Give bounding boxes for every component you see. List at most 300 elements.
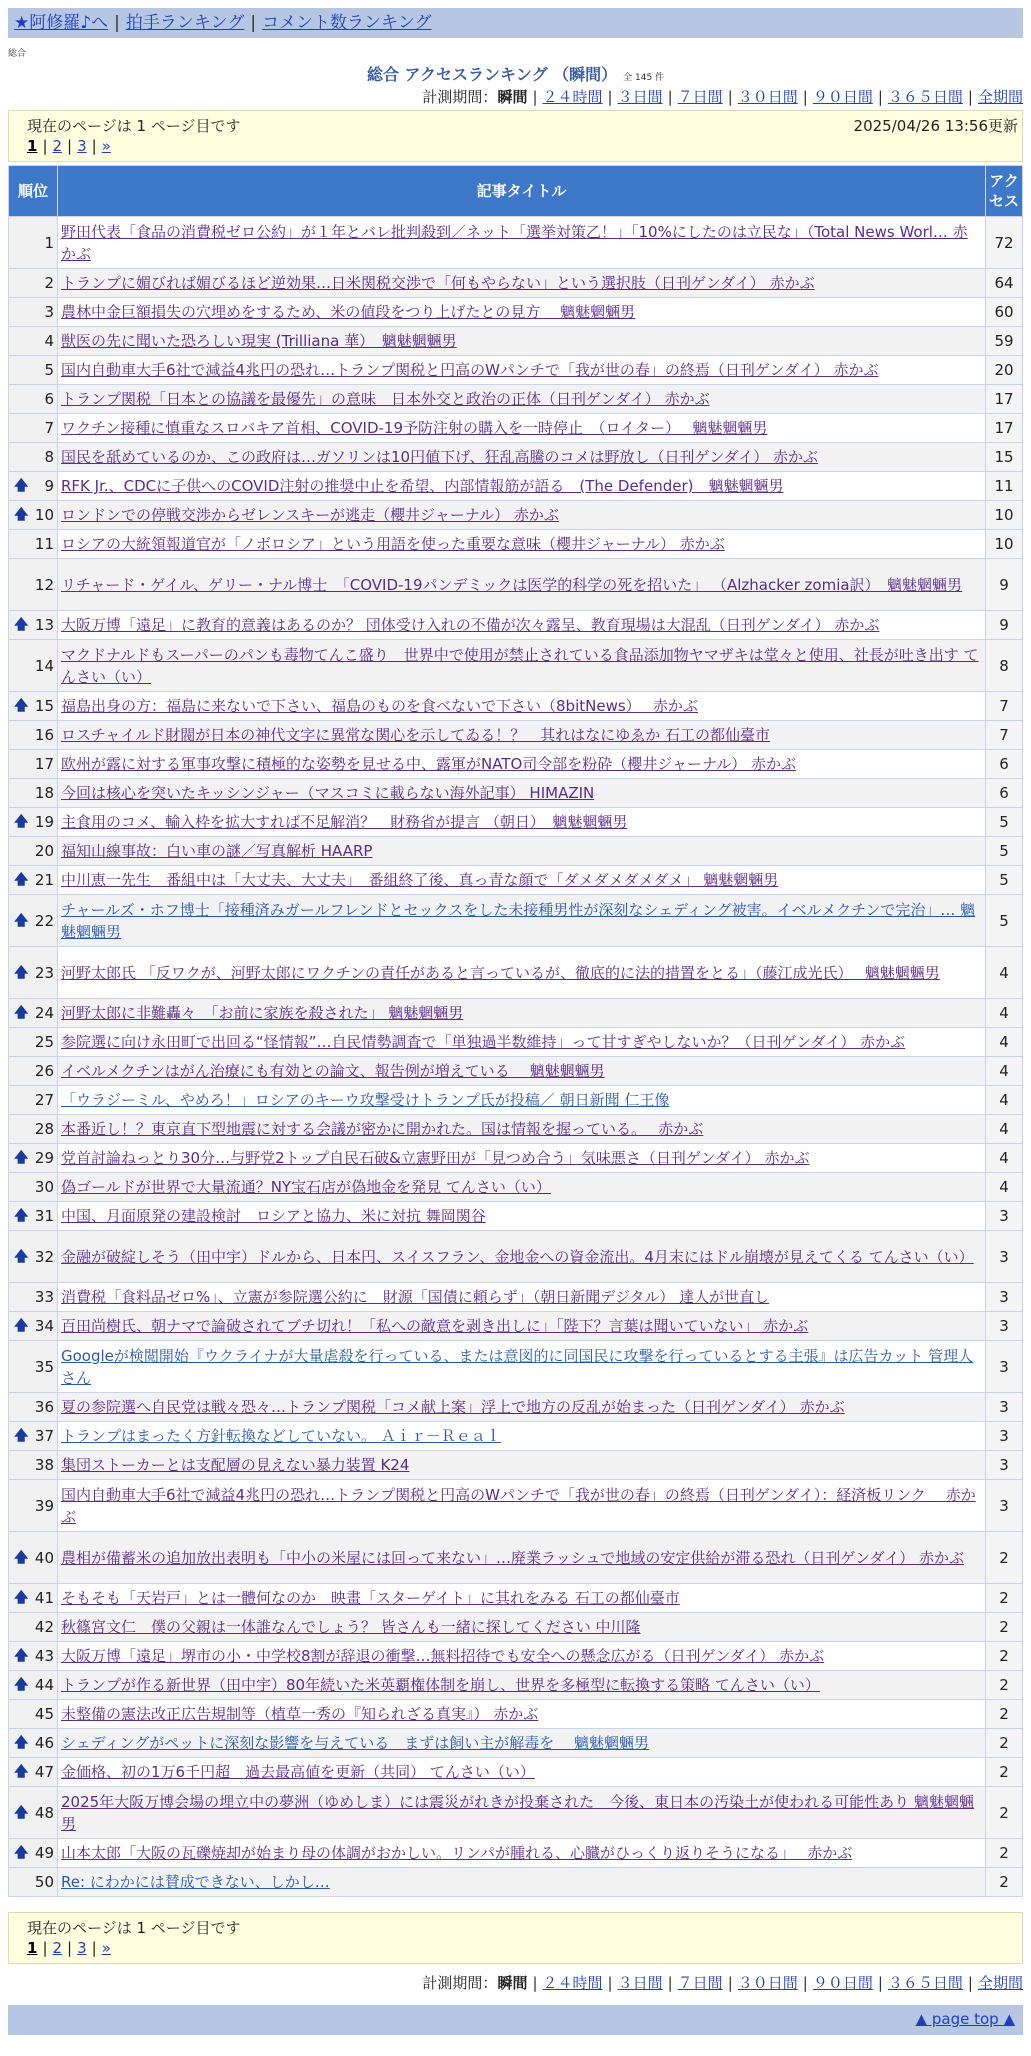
article-link[interactable]: 本番近し！？東京直下型地震に対する会議が密かに開かれた。国は情報を握っている。 赤かぶ xyxy=(61,1120,704,1138)
rank-number: 34 xyxy=(34,1317,54,1335)
title-cell xyxy=(58,999,986,1028)
rank-number: 5 xyxy=(44,361,54,379)
table-row xyxy=(9,472,1023,501)
pagination-separator: | xyxy=(67,137,73,155)
table-row xyxy=(9,443,1023,472)
pagination-link-3[interactable]: » xyxy=(101,1939,111,1957)
pagination-separator: | xyxy=(67,1939,73,1957)
table-row xyxy=(9,999,1023,1028)
period-current: 瞬間 xyxy=(497,88,528,106)
access-count: 17 xyxy=(986,414,1023,443)
access-count: 6 xyxy=(986,750,1023,779)
period-separator: | xyxy=(967,1974,973,1992)
table-row xyxy=(9,1057,1023,1086)
article-link[interactable]: リチャード・ゲイル、ゲリー・ナル博士 「COVID-19パンデミックは医学的科学の死を招いた」 （Alzhacker zomia訳） 魑魅魍魎男 xyxy=(61,575,963,594)
pagination-link-1[interactable]: 2 xyxy=(52,137,63,155)
article-link[interactable]: 福島出身の方：福島に来ないで下さい、福島のものを食べないで下さい（8bitNews） 赤かぶ xyxy=(61,697,698,715)
table-row xyxy=(9,808,1023,837)
access-count: 9 xyxy=(986,559,1023,611)
table-row xyxy=(9,501,1023,530)
access-count: 5 xyxy=(986,808,1023,837)
table-row xyxy=(9,1341,1023,1393)
rank-cell xyxy=(9,1532,58,1584)
title-cell xyxy=(58,947,986,999)
table-row xyxy=(9,750,1023,779)
pagination-link-2[interactable]: 3 xyxy=(77,137,87,155)
article-link[interactable]: トランプが作る新世界（田中宇）80年続いた米英覇権体制を崩し、世界を多極型に転換する策略 てんさい（い） xyxy=(61,1676,820,1694)
access-count: 2 xyxy=(986,1532,1023,1584)
rank-cell xyxy=(9,1729,58,1758)
access-count: 3 xyxy=(986,1451,1023,1480)
rank-number: 24 xyxy=(34,1004,54,1022)
title-cell xyxy=(58,1480,986,1532)
rank-cell xyxy=(9,530,58,559)
article-link[interactable]: 「ウラジーミル、やめろ！」ロシアのキーウ攻撃受けトランプ氏が投稿／ 朝日新聞 仁王像 xyxy=(61,1091,670,1109)
period-link-2[interactable]: ７日間 xyxy=(677,88,723,106)
article-link[interactable]: 農相が備蓄米の追加放出表明も「中小の米屋には回って来ない」…廃業ラッシュで地域の安定供給が滞る恐れ（日刊ゲンダイ） 赤かぶ xyxy=(61,1548,964,1567)
article-link[interactable]: 参院選に向け永田町で出回る“怪情報”…自民情勢調査で「単独過半数維持」って甘すぎやしないか？（日刊ゲンダイ） 赤かぶ xyxy=(61,1033,906,1051)
up-arrow-icon: 🡅 xyxy=(14,1764,29,1780)
access-count: 3 xyxy=(986,1393,1023,1422)
access-count: 2 xyxy=(986,1613,1023,1642)
title-cell xyxy=(58,356,986,385)
title-cell xyxy=(58,217,986,269)
article-link[interactable]: ロスチャイルド財閥が日本の神代文字に異常な関心を示してゐる！？ 其れはなにゆゑか 石工の都仙臺市 xyxy=(61,726,771,744)
pagination-top xyxy=(27,137,111,155)
article-link[interactable]: チャールズ・ホフ博士「接種済みガールフレンドとセックスをした未接種男性が深刻なシェディング被害。イベルメクチンで完治」… 魑魅魍魎男 xyxy=(61,900,976,941)
rank-cell xyxy=(9,1422,58,1451)
table-row xyxy=(9,269,1023,298)
table-row xyxy=(9,1532,1023,1584)
rank-cell xyxy=(9,947,58,999)
access-count: 2 xyxy=(986,1642,1023,1671)
rank-cell xyxy=(9,1839,58,1868)
rank-number: 6 xyxy=(44,390,54,408)
table-row xyxy=(9,1202,1023,1231)
rank-number: 2 xyxy=(44,274,54,292)
title-cell xyxy=(58,385,986,414)
table-row xyxy=(9,1231,1023,1283)
title-cell xyxy=(58,640,986,692)
up-arrow-icon: 🡅 xyxy=(14,1677,29,1693)
article-link[interactable]: トランプ関税「日本との協議を最優先」の意味 日本外交と政治の正体（日刊ゲンダイ） 赤かぶ xyxy=(61,390,710,408)
rank-cell xyxy=(9,1868,58,1897)
up-arrow-icon: 🡅 xyxy=(14,1248,29,1265)
up-arrow-icon: 🡅 xyxy=(14,1318,29,1334)
article-link[interactable]: 百田尚樹氏、朝ナマで論破されてブチ切れ！「私への敵意を剥き出しに」「陛下？言葉は聞いていない」 赤かぶ xyxy=(61,1317,809,1335)
access-count: 72 xyxy=(986,217,1023,269)
title-cell xyxy=(58,1283,986,1312)
rank-number: 32 xyxy=(34,1247,54,1266)
period-link-6[interactable]: 全期間 xyxy=(977,1974,1023,1992)
title-cell xyxy=(58,1642,986,1671)
rank-number: 50 xyxy=(34,1873,54,1891)
access-count: 2 xyxy=(986,1868,1023,1897)
up-arrow-icon: 🡅 xyxy=(14,1549,29,1566)
period-current: 瞬間 xyxy=(497,1974,528,1992)
period-link-6[interactable]: 全期間 xyxy=(977,88,1023,106)
rank-number: 35 xyxy=(34,1357,54,1376)
title-cell xyxy=(58,895,986,947)
rank-number: 9 xyxy=(44,477,54,495)
article-link[interactable]: トランプに媚びれば媚びるほど逆効果…日米関税交渉で「何もやらない」という選択肢（日刊ゲンダイ） 赤かぶ xyxy=(61,274,815,292)
period-link-3[interactable]: ３０日間 xyxy=(737,88,798,106)
title-cell xyxy=(58,837,986,866)
period-link-2[interactable]: ７日間 xyxy=(677,1974,723,1992)
up-arrow-icon: 🡅 xyxy=(14,478,29,494)
rank-cell xyxy=(9,217,58,269)
article-link[interactable]: 2025年大阪万博会場の埋立中の夢洲（ゆめしま）には震災がれきが投棄された 今後、東日本の汚染土が使われる可能性あり 魑魅魍魎男 xyxy=(61,1792,974,1833)
rank-number: 17 xyxy=(34,755,54,773)
title-cell xyxy=(58,1671,986,1700)
rank-number: 30 xyxy=(34,1178,54,1196)
current-page-text-bottom: 現在のページは 1 ページ目です xyxy=(27,1919,241,1937)
article-link[interactable]: Re: にわかには賛成できない、しかし… xyxy=(61,1873,330,1891)
up-arrow-icon: 🡅 xyxy=(14,1648,29,1664)
article-link[interactable]: 夏の参院選へ自民党は戦々恐々…トランプ関税「コメ献上案」浮上で地方の反乱が始まった（日刊ゲンダイ） 赤かぶ xyxy=(61,1398,845,1416)
rank-number: 27 xyxy=(34,1091,54,1109)
up-arrow-icon: 🡅 xyxy=(14,1590,29,1606)
access-count: 10 xyxy=(986,530,1023,559)
period-separator: | xyxy=(802,88,808,106)
title-cell xyxy=(58,1115,986,1144)
table-row xyxy=(9,640,1023,692)
rank-cell xyxy=(9,385,58,414)
title-cell xyxy=(58,1839,986,1868)
up-arrow-icon: 🡅 xyxy=(14,1845,29,1861)
table-row xyxy=(9,1086,1023,1115)
article-link[interactable]: イベルメクチンはがん治療にも有効との論文、報告例が増えている 魑魅魍魎男 xyxy=(61,1062,605,1080)
access-count: 4 xyxy=(986,1115,1023,1144)
article-link[interactable]: ワクチン接種に慎重なスロバキア首相、COVID-19予防注射の購入を一時停止 （ロイター） 魑魅魍魎男 xyxy=(61,419,768,437)
rank-cell xyxy=(9,1613,58,1642)
title-cell xyxy=(58,1173,986,1202)
rank-number: 37 xyxy=(34,1427,54,1445)
table-row xyxy=(9,1700,1023,1729)
table-row xyxy=(9,1283,1023,1312)
page-notice-bottom xyxy=(8,1912,1023,1964)
table-row xyxy=(9,298,1023,327)
rank-number: 45 xyxy=(34,1705,54,1723)
title-cell xyxy=(58,1028,986,1057)
up-arrow-icon: 🡅 xyxy=(14,1804,29,1821)
page-title-text: 総合 アクセスランキング （瞬間） xyxy=(366,65,618,84)
article-link[interactable]: 消費税「食料品ゼロ%」、立憲が参院選公約に 財源「国債に頼らず」（朝日新聞デジタル） 達人が世直し xyxy=(61,1288,770,1306)
up-arrow-icon: 🡅 xyxy=(14,1150,29,1166)
article-link[interactable]: 金価格、初の1万6千円超 過去最高値を更新（共同） てんさい（い） xyxy=(61,1763,535,1781)
page-title xyxy=(0,62,1031,85)
access-count: 2 xyxy=(986,1758,1023,1787)
title-cell xyxy=(58,1758,986,1787)
rank-number: 46 xyxy=(34,1734,54,1752)
article-link[interactable]: 野田代表「食品の消費税ゼロ公約」が１年とバレ批判殺到／ネット「選挙対策乙！」「10%にしたのは立民な」（Total News Worl… 赤かぶ xyxy=(61,222,968,263)
table-row xyxy=(9,530,1023,559)
access-count: 9 xyxy=(986,611,1023,640)
rank-cell xyxy=(9,640,58,692)
rank-cell xyxy=(9,298,58,327)
article-link[interactable]: 欧州が露に対する軍事攻撃に積極的な姿勢を見せる中、露軍がNATO司令部を粉砕（櫻井ジャーナル） 赤かぶ xyxy=(61,755,797,773)
title-cell xyxy=(58,1700,986,1729)
period-link-1[interactable]: ３日間 xyxy=(617,88,663,106)
access-count: 4 xyxy=(986,999,1023,1028)
access-count: 2 xyxy=(986,1729,1023,1758)
table-row xyxy=(9,779,1023,808)
period-label: 計測期間： xyxy=(422,1974,498,1992)
article-link[interactable]: ロンドンでの停戦交渉からゼレンスキーが逃走（櫻井ジャーナル） 赤かぶ xyxy=(61,506,559,524)
article-link[interactable]: 大阪万博「遠足」に教育的意義はあるのか？ 団体受け入れの不備が次々露呈、教育現場は大混乱（日刊ゲンダイ） 赤かぶ xyxy=(61,616,880,634)
article-link[interactable]: 今回は核心を突いたキッシンジャー（マスコミに載らない海外記事） HIMAZIN xyxy=(61,784,595,802)
up-arrow-icon: 🡅 xyxy=(14,1735,29,1751)
period-link-5[interactable]: ３６５日間 xyxy=(887,88,963,106)
table-row xyxy=(9,1393,1023,1422)
table-row xyxy=(9,356,1023,385)
bottom-bar xyxy=(8,2005,1023,2035)
title-cell xyxy=(58,1787,986,1839)
table-row xyxy=(9,1729,1023,1758)
access-count: 20 xyxy=(986,356,1023,385)
article-link[interactable]: トランプはまったく方針転換などしていない。 Ａｉｒ－Ｒｅａｌ xyxy=(61,1427,501,1445)
access-count: 6 xyxy=(986,779,1023,808)
access-count: 5 xyxy=(986,895,1023,947)
page-notice-top xyxy=(8,110,1023,162)
article-link[interactable]: 国内自動車大手6社で減益4兆円の恐れ…トランプ関税と円高のWパンチで「我が世の春」の終焉（日刊ゲンダイ）：経済板リンク 赤かぶ xyxy=(61,1485,976,1526)
table-row xyxy=(9,837,1023,866)
article-link[interactable]: 国内自動車大手6社で減益4兆円の恐れ…トランプ関税と円高のWパンチで「我が世の春」の終焉（日刊ゲンダイ） 赤かぶ xyxy=(61,361,879,379)
title-cell xyxy=(58,443,986,472)
rank-number: 38 xyxy=(34,1456,54,1474)
article-link[interactable]: 河野太郎に非難轟々 「お前に家族を殺された」 魑魅魍魎男 xyxy=(61,1004,464,1022)
access-count: 3 xyxy=(986,1231,1023,1283)
period-label: 計測期間： xyxy=(422,88,498,106)
pagination-current: 1 xyxy=(27,1939,38,1957)
title-cell xyxy=(58,298,986,327)
access-count: 4 xyxy=(986,1086,1023,1115)
nav-link-comment-ranking[interactable]: コメント数ランキング xyxy=(262,13,432,33)
article-link[interactable]: 中川恵一先生 番組中は「大丈夫、大丈夫」 番組終了後、真っ青な顔で「ダメダメダメダメ」 魑魅魍魎男 xyxy=(61,871,779,889)
rank-number: 19 xyxy=(34,813,54,831)
title-cell xyxy=(58,611,986,640)
access-count: 17 xyxy=(986,385,1023,414)
rank-cell xyxy=(9,1086,58,1115)
period-link-4[interactable]: ９０日間 xyxy=(812,88,873,106)
article-link[interactable]: 獣医の先に聞いた恐ろしい現実 (Trilliana 華） 魑魅魍魎男 xyxy=(61,332,457,350)
ranking-table xyxy=(8,165,1023,1897)
period-separator: | xyxy=(607,88,613,106)
pagination-current: 1 xyxy=(27,137,38,155)
article-link[interactable]: そもそも「天岩戸」とは一體何なのか 映畫「スターゲイト」に其れをみる 石工の都仙臺市 xyxy=(61,1589,680,1607)
access-count: 2 xyxy=(986,1700,1023,1729)
rank-number: 49 xyxy=(34,1844,54,1862)
article-link[interactable]: マクドナルドもスーパーのパンも毒物てんこ盛り 世界中で使用が禁止されている食品添加物ヤマザキは堂々と使用、社長が吐き出す てんさい（い） xyxy=(61,645,979,686)
rank-number: 36 xyxy=(34,1398,54,1416)
table-row xyxy=(9,721,1023,750)
nav-separator: | xyxy=(250,13,257,33)
table-row xyxy=(9,1115,1023,1144)
access-count: 4 xyxy=(986,1144,1023,1173)
period-separator: | xyxy=(727,88,733,106)
rank-cell xyxy=(9,1231,58,1283)
pagination-separator: | xyxy=(42,1939,48,1957)
access-count: 5 xyxy=(986,837,1023,866)
nav-link-home[interactable]: ★阿修羅♪へ xyxy=(14,13,109,33)
table-row xyxy=(9,866,1023,895)
total-count: 全 145 件 xyxy=(623,73,665,83)
period-separator: | xyxy=(667,1974,673,1992)
access-count: 4 xyxy=(986,947,1023,999)
rank-cell xyxy=(9,472,58,501)
rank-number: 11 xyxy=(34,535,54,553)
table-row xyxy=(9,1642,1023,1671)
rank-number: 21 xyxy=(34,871,54,889)
rank-cell xyxy=(9,414,58,443)
period-link-0[interactable]: ２４時間 xyxy=(542,88,603,106)
article-link[interactable]: 秋篠宮文仁 僕の父親は一体誰なんでしょう？ 皆さんも一緒に探してください 中川隆 xyxy=(61,1618,641,1636)
rank-number: 1 xyxy=(44,233,54,252)
title-cell xyxy=(58,692,986,721)
period-separator: | xyxy=(877,88,883,106)
rank-number: 47 xyxy=(34,1763,54,1781)
period-separator: | xyxy=(877,1974,883,1992)
period-selector-top xyxy=(422,86,1023,107)
article-link[interactable]: 河野太郎氏 「反ワクが、河野太郎にワクチンの責任があると言っているが、徹底的に法的措置をとる」（藤江成光氏） 魑魅魍魎男 xyxy=(61,963,940,982)
access-count: 15 xyxy=(986,443,1023,472)
article-link[interactable]: 集団ストーカーとは支配層の見えない暴力装置 K24 xyxy=(61,1456,410,1474)
period-separator: | xyxy=(967,88,973,106)
article-link[interactable]: 福知山線事故：白い車の謎／写真解析 HAARP xyxy=(61,842,373,860)
article-link[interactable]: 偽ゴールドが世界で大量流通？NY宝石店が偽地金を発見 てんさい（い） xyxy=(61,1178,551,1196)
article-link[interactable]: シェディングがペットに深刻な影響を与えている まずは飼い主が解毒を 魑魅魍魎男 xyxy=(61,1734,649,1752)
article-link[interactable]: RFK Jr.、CDCに子供へのCOVID注射の推奨中止を希望、内部情報筋が語る (The Defender) 魑魅魍魎男 xyxy=(61,477,784,495)
header-rank: 順位 xyxy=(9,166,58,217)
rank-cell xyxy=(9,1144,58,1173)
access-count: 2 xyxy=(986,1787,1023,1839)
pagination-separator: | xyxy=(91,137,97,155)
period-link-3[interactable]: ３０日間 xyxy=(737,1974,798,1992)
rank-number: 10 xyxy=(34,506,54,524)
title-cell xyxy=(58,414,986,443)
rank-cell xyxy=(9,721,58,750)
access-count: 60 xyxy=(986,298,1023,327)
article-link[interactable]: 主食用のコメ、輸入枠を拡大すれば不足解消？ 財務省が提言 （朝日） 魑魅魍魎男 xyxy=(61,813,628,831)
rank-number: 18 xyxy=(34,784,54,802)
pagination-link-3[interactable]: » xyxy=(101,137,111,155)
article-link[interactable]: 未整備の憲法改正広告規制等（植草一秀の『知られざる真実』） 赤かぶ xyxy=(61,1705,539,1723)
table-row xyxy=(9,327,1023,356)
title-cell xyxy=(58,1729,986,1758)
period-separator: | xyxy=(727,1974,733,1992)
period-link-4[interactable]: ９０日間 xyxy=(812,1974,873,1992)
article-link[interactable]: 大阪万博「遠足」堺市の小・中学校8割が辞退の衝撃…無料招待でも安全への懸念広がる（日刊ゲンダイ） 赤かぶ xyxy=(61,1647,825,1665)
period-link-0[interactable]: ２４時間 xyxy=(542,1974,603,1992)
rank-number: 16 xyxy=(34,726,54,744)
rank-cell xyxy=(9,999,58,1028)
rank-cell xyxy=(9,1671,58,1700)
title-cell xyxy=(58,1532,986,1584)
rank-cell xyxy=(9,1312,58,1341)
rank-number: 22 xyxy=(34,911,54,930)
article-link[interactable]: 金融が破綻しそう（田中宇）ドルから、日本円、スイスフラン、金地金への資金流出。4月末にはドル崩壊が見えてくる てんさい（い） xyxy=(61,1247,974,1266)
title-cell xyxy=(58,721,986,750)
period-link-1[interactable]: ３日間 xyxy=(617,1974,663,1992)
table-row xyxy=(9,1480,1023,1532)
rank-number: 33 xyxy=(34,1288,54,1306)
rank-number: 48 xyxy=(34,1803,54,1822)
table-row xyxy=(9,895,1023,947)
table-row xyxy=(9,1613,1023,1642)
rank-number: 41 xyxy=(34,1589,54,1607)
table-row xyxy=(9,1144,1023,1173)
access-count: 8 xyxy=(986,640,1023,692)
access-count: 3 xyxy=(986,1312,1023,1341)
table-row xyxy=(9,1787,1023,1839)
rank-number: 44 xyxy=(34,1676,54,1694)
rank-cell xyxy=(9,837,58,866)
period-link-5[interactable]: ３６５日間 xyxy=(887,1974,963,1992)
category-label: 総合 xyxy=(8,49,27,59)
table-row xyxy=(9,1868,1023,1897)
rank-cell xyxy=(9,1202,58,1231)
nav-separator: | xyxy=(114,13,120,33)
table-row xyxy=(9,414,1023,443)
article-link[interactable]: 中国、月面原発の建設検討 ロシアと協力、米に対抗 舞岡関谷 xyxy=(61,1207,486,1225)
access-count: 64 xyxy=(986,269,1023,298)
access-count: 4 xyxy=(986,1057,1023,1086)
article-link[interactable]: Googleが検閲開始『ウクライナが大量虐殺を行っている、または意図的に同国民に攻撃を行っているとする主張』は広告カット 管理人さん xyxy=(61,1346,974,1387)
title-cell xyxy=(58,1422,986,1451)
article-link[interactable]: 農林中金巨額損失の穴埋めをするため、米の値段をつり上げたとの見方 魑魅魍魎男 xyxy=(61,303,636,321)
article-link[interactable]: 国民を舐めているのか、この政府は…ガソリンは10円値下げ、狂乱高騰のコメは野放し（日刊ゲンダイ） 赤かぶ xyxy=(61,448,819,466)
title-cell xyxy=(58,1613,986,1642)
ranking-table-body xyxy=(9,217,1023,1897)
rank-cell xyxy=(9,808,58,837)
pagination-bottom xyxy=(27,1939,111,1957)
article-link[interactable]: 山本太郎「大阪の瓦礫焼却が始まり母の体調がおかしい。リンパが腫れる、心臓がひっくり返りそうになる」 赤かぶ xyxy=(61,1844,853,1862)
access-count: 4 xyxy=(986,1173,1023,1202)
pagination-link-1[interactable]: 2 xyxy=(52,1939,63,1957)
rank-cell xyxy=(9,1393,58,1422)
rank-cell xyxy=(9,866,58,895)
up-arrow-icon: 🡅 xyxy=(14,1005,29,1021)
article-link[interactable]: 党首討論ねっとり30分…与野党2トップ自民石破&立憲野田が「見つめ合う」気味悪さ（日刊ゲンダイ） 赤かぶ xyxy=(61,1149,810,1167)
page-top-link[interactable]: ▲ page top ▲ xyxy=(915,2010,1015,2028)
rank-number: 13 xyxy=(34,616,54,634)
rank-cell xyxy=(9,1787,58,1839)
period-separator: | xyxy=(532,1974,538,1992)
up-arrow-icon: 🡅 xyxy=(14,1428,29,1444)
access-count: 11 xyxy=(986,472,1023,501)
rank-number: 15 xyxy=(34,697,54,715)
access-count: 10 xyxy=(986,501,1023,530)
up-arrow-icon: 🡅 xyxy=(14,872,29,888)
article-link[interactable]: ロシアの大統領報道官が「ノボロシア」という用語を使った重要な意味（櫻井ジャーナル） 赤かぶ xyxy=(61,535,725,553)
title-cell xyxy=(58,1451,986,1480)
access-count: 2 xyxy=(986,1671,1023,1700)
pagination-link-2[interactable]: 3 xyxy=(77,1939,87,1957)
rank-cell xyxy=(9,1480,58,1532)
table-row xyxy=(9,1422,1023,1451)
table-row xyxy=(9,1671,1023,1700)
rank-cell xyxy=(9,750,58,779)
rank-cell xyxy=(9,611,58,640)
header-access: アクセス xyxy=(986,166,1023,217)
rank-number: 20 xyxy=(34,842,54,860)
title-cell xyxy=(58,1584,986,1613)
nav-link-applause-ranking[interactable]: 拍手ランキング xyxy=(125,13,245,33)
title-cell xyxy=(58,866,986,895)
table-row xyxy=(9,1173,1023,1202)
access-count: 3 xyxy=(986,1341,1023,1393)
pagination-separator: | xyxy=(42,137,48,155)
